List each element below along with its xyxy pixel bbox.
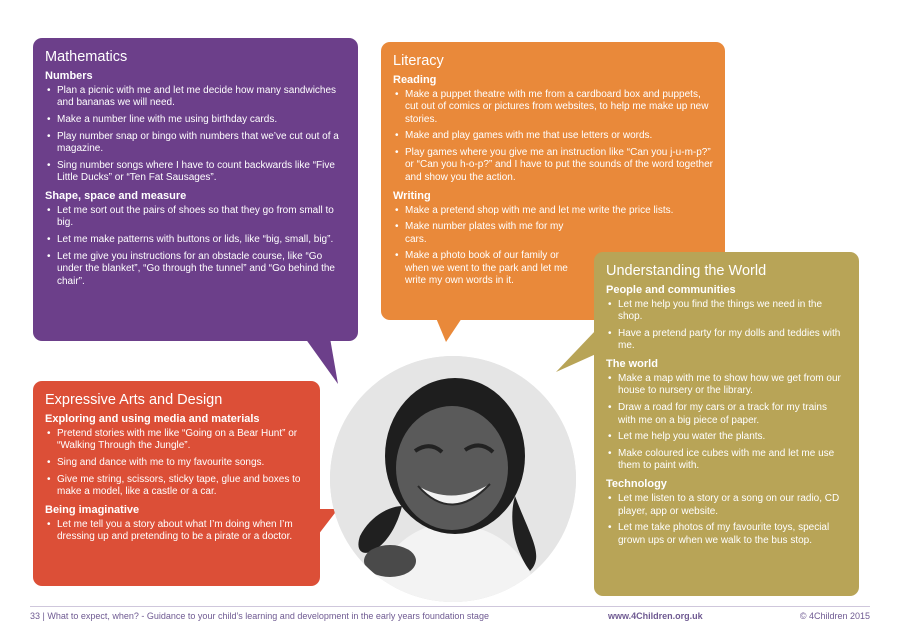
list-item: • Let me listen to a story or a song on our radio, CD player, app or website. bbox=[606, 493, 847, 518]
list-item: • Make a number line with me using birthday cards. bbox=[45, 114, 346, 126]
list-item: • Sing and dance with me to my favourite songs. bbox=[45, 457, 308, 469]
literacy-bubble-tail bbox=[436, 318, 466, 344]
list-item: • Pretend stories with me like “Going on a Bear Hunt” or “Walking Through the Jungle”. bbox=[45, 428, 308, 453]
understanding-world-panel bbox=[594, 252, 859, 596]
world-list bbox=[606, 373, 847, 473]
list-item: • Play number snap or bingo with numbers that we’ve cut out of a magazine. bbox=[45, 131, 346, 156]
understanding-world-title: Understanding the World bbox=[606, 263, 767, 279]
footer-copyright: © 4Children 2015 bbox=[799, 611, 870, 621]
people-communities-heading: People and communities bbox=[606, 284, 736, 296]
child-photo-illustration bbox=[330, 356, 576, 602]
child-photo bbox=[330, 356, 576, 602]
mathematics-panel bbox=[33, 38, 358, 341]
expressive-arts-title: Expressive Arts and Design bbox=[45, 392, 223, 408]
technology-list bbox=[606, 493, 847, 547]
list-item: • Let me help you water the plants. bbox=[606, 431, 847, 443]
list-item: • Let me take photos of my favourite toys, special grown ups or when we walk to the bus stop. bbox=[606, 522, 847, 547]
shape-list bbox=[45, 205, 346, 288]
list-item: • Make coloured ice cubes with me and let me use them to paint with. bbox=[606, 448, 847, 473]
page-footer bbox=[30, 606, 870, 621]
being-imaginative-heading: Being imaginative bbox=[45, 503, 140, 516]
literacy-title: Literacy bbox=[393, 53, 444, 69]
technology-heading: Technology bbox=[606, 478, 667, 491]
imaginative-list bbox=[45, 519, 308, 544]
the-world-heading: The world bbox=[606, 358, 658, 371]
writing-heading: Writing bbox=[393, 189, 431, 202]
footer-website-link[interactable]: www.4Children.org.uk bbox=[608, 611, 703, 621]
reading-list bbox=[393, 89, 713, 184]
list-item: • Make a puppet theatre with me from a cardboard box and puppets, cut out of comics or pictures from websites, to help me make up new stories. bbox=[393, 89, 713, 126]
list-item: • Let me help you find the things we need in the shop. bbox=[606, 299, 847, 324]
numbers-heading: Numbers bbox=[45, 70, 93, 82]
world-bubble-tail bbox=[556, 330, 598, 374]
list-item: • Make and play games with me that use letters or words. bbox=[393, 130, 713, 142]
list-item: • Give me string, scissors, sticky tape, glue and boxes to make a model, like a castle or a car. bbox=[45, 474, 308, 499]
media-list bbox=[45, 428, 308, 498]
shape-space-measure-heading: Shape, space and measure bbox=[45, 190, 187, 203]
list-item: • Plan a picnic with me and let me decide how many sandwiches and bananas we will need. bbox=[45, 85, 346, 110]
list-item: • Let me give you instructions for an obstacle course, like “Go under the blanket”, “Go through the tunnel” and “Go behind the chair”. bbox=[45, 251, 346, 288]
numbers-list bbox=[45, 85, 346, 185]
mathematics-title: Mathematics bbox=[45, 49, 128, 65]
footer-guidance-text: 33 | What to expect, when? - Guidance to your child’s learning and development in the early years foundation stage bbox=[30, 611, 489, 621]
list-item: • Play games where you give me an instruction like “Can you j-u-m-p?” or “Can you h-o-p?” and I have to put the sounds of the word together and show you the action. bbox=[393, 147, 713, 184]
list-item: • Sing number songs where I have to count backwards like “Five Little Ducks” or “Ten Fat Sausages”. bbox=[45, 160, 346, 185]
list-item: • Let me sort out the pairs of shoes so that they go from small to big. bbox=[45, 205, 346, 230]
list-item: • Make a photo book of our family or when we went to the park and let me write my own words in it. bbox=[393, 250, 577, 287]
list-item: • Have a pretend party for my dolls and teddies with me. bbox=[606, 328, 847, 353]
reading-heading: Reading bbox=[393, 74, 437, 86]
expressive-arts-panel bbox=[33, 381, 320, 586]
people-list bbox=[606, 299, 847, 353]
list-item: • Let me tell you a story about what I’m doing when I’m dressing up and pretending to be a pirate or a doctor. bbox=[45, 519, 308, 544]
list-item: • Make a pretend shop with me and let me write the price lists. bbox=[393, 205, 713, 217]
list-item: • Make a map with me to show how we get from our house to nursery or the library. bbox=[606, 373, 847, 398]
list-item: • Draw a road for my cars or a track for my trains with me on a big piece of paper. bbox=[606, 402, 847, 427]
list-item: • Let me make patterns with buttons or lids, like “big, small, big”. bbox=[45, 234, 346, 246]
media-materials-heading: Exploring and using media and materials bbox=[45, 413, 260, 425]
list-item: • Make number plates with me for my cars. bbox=[393, 221, 577, 246]
